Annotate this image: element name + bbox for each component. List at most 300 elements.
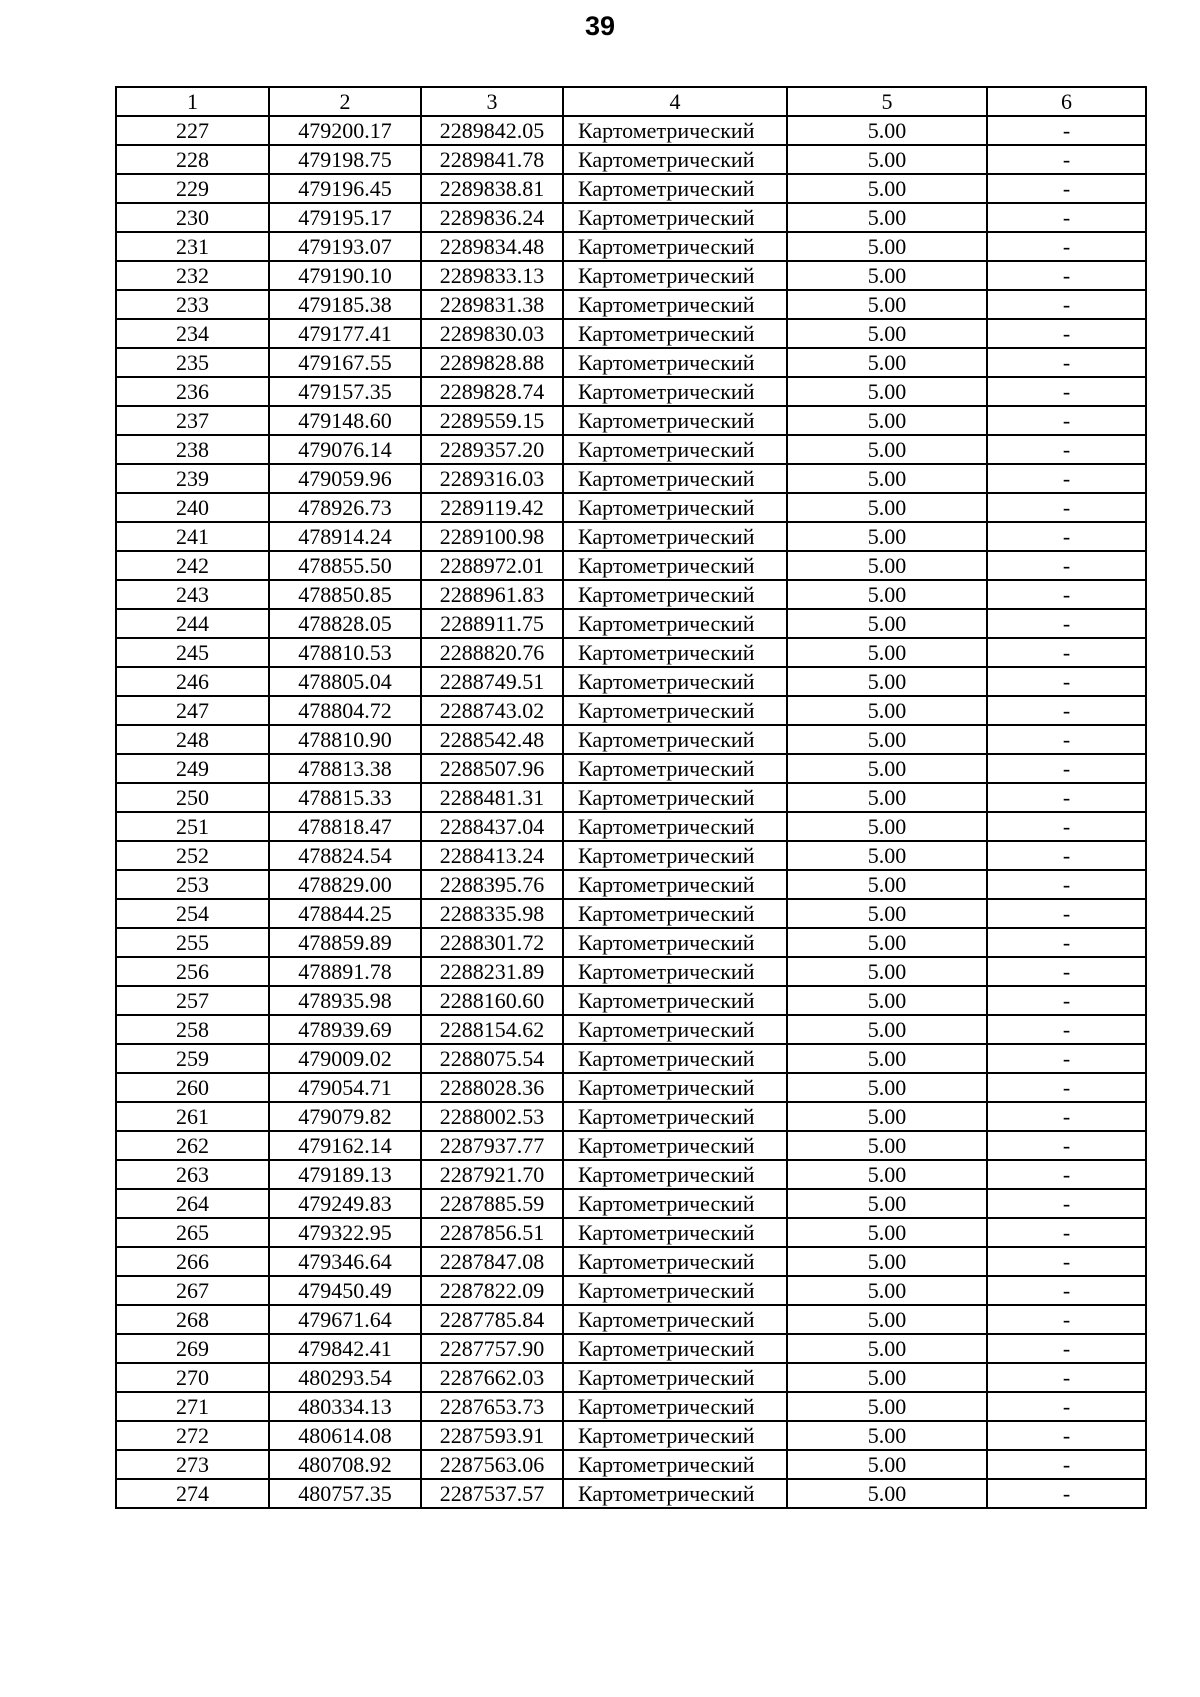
cell-x-coordinate: 478810.90 (269, 725, 421, 754)
cell-note: - (987, 116, 1146, 145)
cell-accuracy: 5.00 (787, 232, 987, 261)
table-row (116, 1015, 1146, 1044)
cell-x-coordinate: 480614.08 (269, 1421, 421, 1450)
cell-point-number: 253 (116, 870, 269, 899)
cell-method: Картометрический (563, 957, 787, 986)
cell-note: - (987, 725, 1146, 754)
cell-accuracy: 5.00 (787, 464, 987, 493)
cell-point-number: 271 (116, 1392, 269, 1421)
cell-accuracy: 5.00 (787, 377, 987, 406)
cell-y-coordinate: 2289836.24 (421, 203, 563, 232)
cell-note: - (987, 319, 1146, 348)
cell-point-number: 238 (116, 435, 269, 464)
table-row (116, 638, 1146, 667)
cell-point-number: 254 (116, 899, 269, 928)
cell-point-number: 266 (116, 1247, 269, 1276)
table-row (116, 377, 1146, 406)
cell-accuracy: 5.00 (787, 1276, 987, 1305)
cell-x-coordinate: 479054.71 (269, 1073, 421, 1102)
cell-note: - (987, 1247, 1146, 1276)
header-col-6: 6 (987, 87, 1146, 116)
cell-method: Картометрический (563, 638, 787, 667)
cell-note: - (987, 1305, 1146, 1334)
table-row (116, 1131, 1146, 1160)
cell-accuracy: 5.00 (787, 1160, 987, 1189)
table-row (116, 493, 1146, 522)
cell-accuracy: 5.00 (787, 1073, 987, 1102)
cell-method: Картометрический (563, 319, 787, 348)
cell-y-coordinate: 2287847.08 (421, 1247, 563, 1276)
cell-x-coordinate: 479059.96 (269, 464, 421, 493)
cell-accuracy: 5.00 (787, 290, 987, 319)
cell-accuracy: 5.00 (787, 319, 987, 348)
cell-method: Картометрический (563, 1479, 787, 1508)
cell-x-coordinate: 479189.13 (269, 1160, 421, 1189)
cell-point-number: 257 (116, 986, 269, 1015)
cell-x-coordinate: 479322.95 (269, 1218, 421, 1247)
cell-accuracy: 5.00 (787, 406, 987, 435)
table-row (116, 667, 1146, 696)
cell-method: Картометрический (563, 1276, 787, 1305)
cell-accuracy: 5.00 (787, 1247, 987, 1276)
cell-note: - (987, 667, 1146, 696)
cell-x-coordinate: 479198.75 (269, 145, 421, 174)
cell-note: - (987, 1334, 1146, 1363)
cell-method: Картометрический (563, 1189, 787, 1218)
cell-method: Картометрический (563, 232, 787, 261)
cell-x-coordinate: 479346.64 (269, 1247, 421, 1276)
cell-accuracy: 5.00 (787, 696, 987, 725)
cell-point-number: 229 (116, 174, 269, 203)
cell-x-coordinate: 478926.73 (269, 493, 421, 522)
cell-y-coordinate: 2288507.96 (421, 754, 563, 783)
cell-accuracy: 5.00 (787, 1015, 987, 1044)
cell-method: Картометрический (563, 406, 787, 435)
cell-note: - (987, 1276, 1146, 1305)
table-row (116, 435, 1146, 464)
cell-point-number: 234 (116, 319, 269, 348)
cell-point-number: 248 (116, 725, 269, 754)
cell-method: Картометрический (563, 667, 787, 696)
cell-point-number: 262 (116, 1131, 269, 1160)
cell-method: Картометрический (563, 812, 787, 841)
cell-x-coordinate: 478828.05 (269, 609, 421, 638)
cell-y-coordinate: 2287856.51 (421, 1218, 563, 1247)
cell-x-coordinate: 479079.82 (269, 1102, 421, 1131)
cell-accuracy: 5.00 (787, 1363, 987, 1392)
cell-point-number: 232 (116, 261, 269, 290)
table-row (116, 986, 1146, 1015)
cell-accuracy: 5.00 (787, 1218, 987, 1247)
table-row (116, 1044, 1146, 1073)
cell-note: - (987, 232, 1146, 261)
cell-point-number: 270 (116, 1363, 269, 1392)
cell-point-number: 269 (116, 1334, 269, 1363)
cell-method: Картометрический (563, 754, 787, 783)
cell-note: - (987, 551, 1146, 580)
cell-y-coordinate: 2288160.60 (421, 986, 563, 1015)
cell-point-number: 263 (116, 1160, 269, 1189)
cell-x-coordinate: 479148.60 (269, 406, 421, 435)
cell-y-coordinate: 2288075.54 (421, 1044, 563, 1073)
table-row (116, 754, 1146, 783)
cell-method: Картометрический (563, 435, 787, 464)
cell-point-number: 237 (116, 406, 269, 435)
cell-x-coordinate: 479076.14 (269, 435, 421, 464)
cell-method: Картометрический (563, 261, 787, 290)
cell-accuracy: 5.00 (787, 1305, 987, 1334)
table-row (116, 232, 1146, 261)
cell-method: Картометрический (563, 1305, 787, 1334)
cell-accuracy: 5.00 (787, 783, 987, 812)
cell-method: Картометрический (563, 928, 787, 957)
cell-y-coordinate: 2288961.83 (421, 580, 563, 609)
coordinates-table (115, 86, 1147, 1509)
table-row (116, 696, 1146, 725)
cell-accuracy: 5.00 (787, 1044, 987, 1073)
cell-point-number: 240 (116, 493, 269, 522)
cell-x-coordinate: 479200.17 (269, 116, 421, 145)
cell-y-coordinate: 2288154.62 (421, 1015, 563, 1044)
table-row (116, 580, 1146, 609)
cell-note: - (987, 928, 1146, 957)
cell-y-coordinate: 2288481.31 (421, 783, 563, 812)
table-body (116, 116, 1146, 1508)
cell-x-coordinate: 479009.02 (269, 1044, 421, 1073)
cell-accuracy: 5.00 (787, 116, 987, 145)
cell-y-coordinate: 2288395.76 (421, 870, 563, 899)
cell-note: - (987, 1363, 1146, 1392)
cell-x-coordinate: 478810.53 (269, 638, 421, 667)
cell-note: - (987, 580, 1146, 609)
cell-x-coordinate: 478829.00 (269, 870, 421, 899)
cell-x-coordinate: 478824.54 (269, 841, 421, 870)
cell-accuracy: 5.00 (787, 870, 987, 899)
cell-method: Картометрический (563, 348, 787, 377)
cell-y-coordinate: 2288002.53 (421, 1102, 563, 1131)
table-row (116, 464, 1146, 493)
cell-y-coordinate: 2288028.36 (421, 1073, 563, 1102)
cell-accuracy: 5.00 (787, 1131, 987, 1160)
cell-point-number: 267 (116, 1276, 269, 1305)
table-row (116, 899, 1146, 928)
cell-point-number: 274 (116, 1479, 269, 1508)
cell-y-coordinate: 2287537.57 (421, 1479, 563, 1508)
cell-x-coordinate: 478818.47 (269, 812, 421, 841)
table-row (116, 174, 1146, 203)
cell-x-coordinate: 478815.33 (269, 783, 421, 812)
cell-x-coordinate: 478844.25 (269, 899, 421, 928)
table-row (116, 406, 1146, 435)
cell-note: - (987, 348, 1146, 377)
cell-note: - (987, 174, 1146, 203)
table-row (116, 1247, 1146, 1276)
cell-point-number: 241 (116, 522, 269, 551)
table-row (116, 1450, 1146, 1479)
cell-y-coordinate: 2289559.15 (421, 406, 563, 435)
cell-point-number: 235 (116, 348, 269, 377)
cell-point-number: 261 (116, 1102, 269, 1131)
cell-point-number: 242 (116, 551, 269, 580)
cell-point-number: 255 (116, 928, 269, 957)
cell-y-coordinate: 2289838.81 (421, 174, 563, 203)
cell-method: Картометрический (563, 145, 787, 174)
cell-accuracy: 5.00 (787, 174, 987, 203)
cell-x-coordinate: 478805.04 (269, 667, 421, 696)
cell-method: Картометрический (563, 1450, 787, 1479)
cell-note: - (987, 812, 1146, 841)
cell-method: Картометрический (563, 725, 787, 754)
cell-note: - (987, 1015, 1146, 1044)
cell-accuracy: 5.00 (787, 812, 987, 841)
cell-x-coordinate: 479190.10 (269, 261, 421, 290)
table-row (116, 290, 1146, 319)
table-row (116, 1392, 1146, 1421)
cell-method: Картометрический (563, 1363, 787, 1392)
cell-y-coordinate: 2289316.03 (421, 464, 563, 493)
cell-accuracy: 5.00 (787, 957, 987, 986)
cell-x-coordinate: 478935.98 (269, 986, 421, 1015)
cell-accuracy: 5.00 (787, 986, 987, 1015)
table-row (116, 1479, 1146, 1508)
cell-y-coordinate: 2289830.03 (421, 319, 563, 348)
cell-point-number: 273 (116, 1450, 269, 1479)
cell-y-coordinate: 2288820.76 (421, 638, 563, 667)
cell-x-coordinate: 478939.69 (269, 1015, 421, 1044)
table-row (116, 319, 1146, 348)
cell-x-coordinate: 479157.35 (269, 377, 421, 406)
cell-method: Картометрический (563, 899, 787, 928)
cell-method: Картометрический (563, 1015, 787, 1044)
cell-note: - (987, 377, 1146, 406)
table-row (116, 1334, 1146, 1363)
cell-accuracy: 5.00 (787, 1189, 987, 1218)
cell-method: Картометрический (563, 1392, 787, 1421)
cell-note: - (987, 754, 1146, 783)
header-col-2: 2 (269, 87, 421, 116)
header-col-3: 3 (421, 87, 563, 116)
cell-accuracy: 5.00 (787, 899, 987, 928)
table-row (116, 1363, 1146, 1392)
cell-note: - (987, 899, 1146, 928)
cell-x-coordinate: 479249.83 (269, 1189, 421, 1218)
cell-y-coordinate: 2287885.59 (421, 1189, 563, 1218)
cell-note: - (987, 957, 1146, 986)
cell-method: Картометрический (563, 174, 787, 203)
cell-point-number: 239 (116, 464, 269, 493)
cell-note: - (987, 1073, 1146, 1102)
cell-y-coordinate: 2289833.13 (421, 261, 563, 290)
cell-y-coordinate: 2289828.88 (421, 348, 563, 377)
table-row (116, 609, 1146, 638)
cell-note: - (987, 609, 1146, 638)
cell-accuracy: 5.00 (787, 841, 987, 870)
cell-x-coordinate: 479162.14 (269, 1131, 421, 1160)
cell-method: Картометрический (563, 464, 787, 493)
cell-accuracy: 5.00 (787, 1102, 987, 1131)
cell-point-number: 259 (116, 1044, 269, 1073)
cell-x-coordinate: 478850.85 (269, 580, 421, 609)
cell-accuracy: 5.00 (787, 609, 987, 638)
table-row (116, 928, 1146, 957)
cell-x-coordinate: 480708.92 (269, 1450, 421, 1479)
cell-accuracy: 5.00 (787, 928, 987, 957)
cell-accuracy: 5.00 (787, 1334, 987, 1363)
cell-method: Картометрический (563, 1421, 787, 1450)
cell-accuracy: 5.00 (787, 1421, 987, 1450)
cell-note: - (987, 493, 1146, 522)
cell-note: - (987, 406, 1146, 435)
cell-method: Картометрический (563, 1334, 787, 1363)
cell-y-coordinate: 2289119.42 (421, 493, 563, 522)
cell-point-number: 256 (116, 957, 269, 986)
cell-accuracy: 5.00 (787, 203, 987, 232)
cell-note: - (987, 1102, 1146, 1131)
cell-y-coordinate: 2288743.02 (421, 696, 563, 725)
cell-x-coordinate: 480293.54 (269, 1363, 421, 1392)
cell-point-number: 245 (116, 638, 269, 667)
cell-method: Картометрический (563, 1073, 787, 1102)
table-row (116, 1102, 1146, 1131)
cell-y-coordinate: 2287653.73 (421, 1392, 563, 1421)
cell-accuracy: 5.00 (787, 667, 987, 696)
cell-method: Картометрический (563, 493, 787, 522)
cell-note: - (987, 1189, 1146, 1218)
cell-method: Картометрический (563, 1102, 787, 1131)
cell-accuracy: 5.00 (787, 261, 987, 290)
cell-method: Картометрический (563, 1218, 787, 1247)
cell-point-number: 250 (116, 783, 269, 812)
cell-y-coordinate: 2289100.98 (421, 522, 563, 551)
table-header (116, 87, 1146, 116)
cell-x-coordinate: 479842.41 (269, 1334, 421, 1363)
cell-point-number: 272 (116, 1421, 269, 1450)
cell-point-number: 233 (116, 290, 269, 319)
cell-y-coordinate: 2289834.48 (421, 232, 563, 261)
cell-method: Картометрический (563, 609, 787, 638)
cell-y-coordinate: 2287593.91 (421, 1421, 563, 1450)
cell-note: - (987, 203, 1146, 232)
cell-y-coordinate: 2289828.74 (421, 377, 563, 406)
cell-note: - (987, 290, 1146, 319)
cell-method: Картометрический (563, 377, 787, 406)
cell-x-coordinate: 478914.24 (269, 522, 421, 551)
cell-y-coordinate: 2289842.05 (421, 116, 563, 145)
cell-point-number: 251 (116, 812, 269, 841)
table-header-row (116, 87, 1146, 116)
cell-method: Картометрический (563, 1160, 787, 1189)
cell-y-coordinate: 2287563.06 (421, 1450, 563, 1479)
cell-accuracy: 5.00 (787, 493, 987, 522)
cell-y-coordinate: 2287757.90 (421, 1334, 563, 1363)
cell-y-coordinate: 2287921.70 (421, 1160, 563, 1189)
cell-accuracy: 5.00 (787, 145, 987, 174)
cell-note: - (987, 1392, 1146, 1421)
cell-point-number: 231 (116, 232, 269, 261)
table-row (116, 1218, 1146, 1247)
table-row (116, 145, 1146, 174)
cell-point-number: 249 (116, 754, 269, 783)
cell-x-coordinate: 480757.35 (269, 1479, 421, 1508)
cell-y-coordinate: 2288335.98 (421, 899, 563, 928)
page-number: 39 (584, 11, 616, 41)
table-row (116, 522, 1146, 551)
cell-point-number: 258 (116, 1015, 269, 1044)
table-row (116, 1160, 1146, 1189)
cell-y-coordinate: 2288542.48 (421, 725, 563, 754)
cell-method: Картометрический (563, 203, 787, 232)
cell-y-coordinate: 2288413.24 (421, 841, 563, 870)
header-col-4: 4 (563, 87, 787, 116)
cell-method: Картометрический (563, 783, 787, 812)
cell-accuracy: 5.00 (787, 580, 987, 609)
cell-note: - (987, 435, 1146, 464)
cell-x-coordinate: 479185.38 (269, 290, 421, 319)
cell-accuracy: 5.00 (787, 638, 987, 667)
cell-point-number: 264 (116, 1189, 269, 1218)
cell-note: - (987, 1479, 1146, 1508)
cell-x-coordinate: 479195.17 (269, 203, 421, 232)
cell-x-coordinate: 479450.49 (269, 1276, 421, 1305)
cell-y-coordinate: 2288231.89 (421, 957, 563, 986)
cell-method: Картометрический (563, 116, 787, 145)
cell-note: - (987, 1160, 1146, 1189)
cell-point-number: 247 (116, 696, 269, 725)
cell-y-coordinate: 2287937.77 (421, 1131, 563, 1160)
cell-y-coordinate: 2287785.84 (421, 1305, 563, 1334)
cell-point-number: 246 (116, 667, 269, 696)
cell-accuracy: 5.00 (787, 1450, 987, 1479)
cell-point-number: 260 (116, 1073, 269, 1102)
cell-y-coordinate: 2289831.38 (421, 290, 563, 319)
cell-point-number: 227 (116, 116, 269, 145)
cell-point-number: 252 (116, 841, 269, 870)
cell-point-number: 244 (116, 609, 269, 638)
cell-method: Картометрический (563, 580, 787, 609)
cell-note: - (987, 1044, 1146, 1073)
cell-accuracy: 5.00 (787, 348, 987, 377)
cell-method: Картометрический (563, 1044, 787, 1073)
cell-accuracy: 5.00 (787, 551, 987, 580)
cell-y-coordinate: 2289841.78 (421, 145, 563, 174)
table-row (116, 870, 1146, 899)
cell-note: - (987, 464, 1146, 493)
table-row (116, 261, 1146, 290)
cell-y-coordinate: 2288972.01 (421, 551, 563, 580)
cell-note: - (987, 261, 1146, 290)
cell-note: - (987, 1218, 1146, 1247)
cell-x-coordinate: 478813.38 (269, 754, 421, 783)
cell-method: Картометрический (563, 841, 787, 870)
cell-note: - (987, 638, 1146, 667)
cell-point-number: 268 (116, 1305, 269, 1334)
cell-method: Картометрический (563, 696, 787, 725)
cell-y-coordinate: 2287822.09 (421, 1276, 563, 1305)
cell-accuracy: 5.00 (787, 725, 987, 754)
cell-point-number: 243 (116, 580, 269, 609)
cell-note: - (987, 145, 1146, 174)
cell-note: - (987, 986, 1146, 1015)
cell-note: - (987, 841, 1146, 870)
cell-x-coordinate: 479177.41 (269, 319, 421, 348)
cell-note: - (987, 1421, 1146, 1450)
table-row (116, 1189, 1146, 1218)
cell-y-coordinate: 2288911.75 (421, 609, 563, 638)
table-row (116, 203, 1146, 232)
cell-method: Картометрический (563, 522, 787, 551)
cell-method: Картометрический (563, 290, 787, 319)
table-row (116, 812, 1146, 841)
